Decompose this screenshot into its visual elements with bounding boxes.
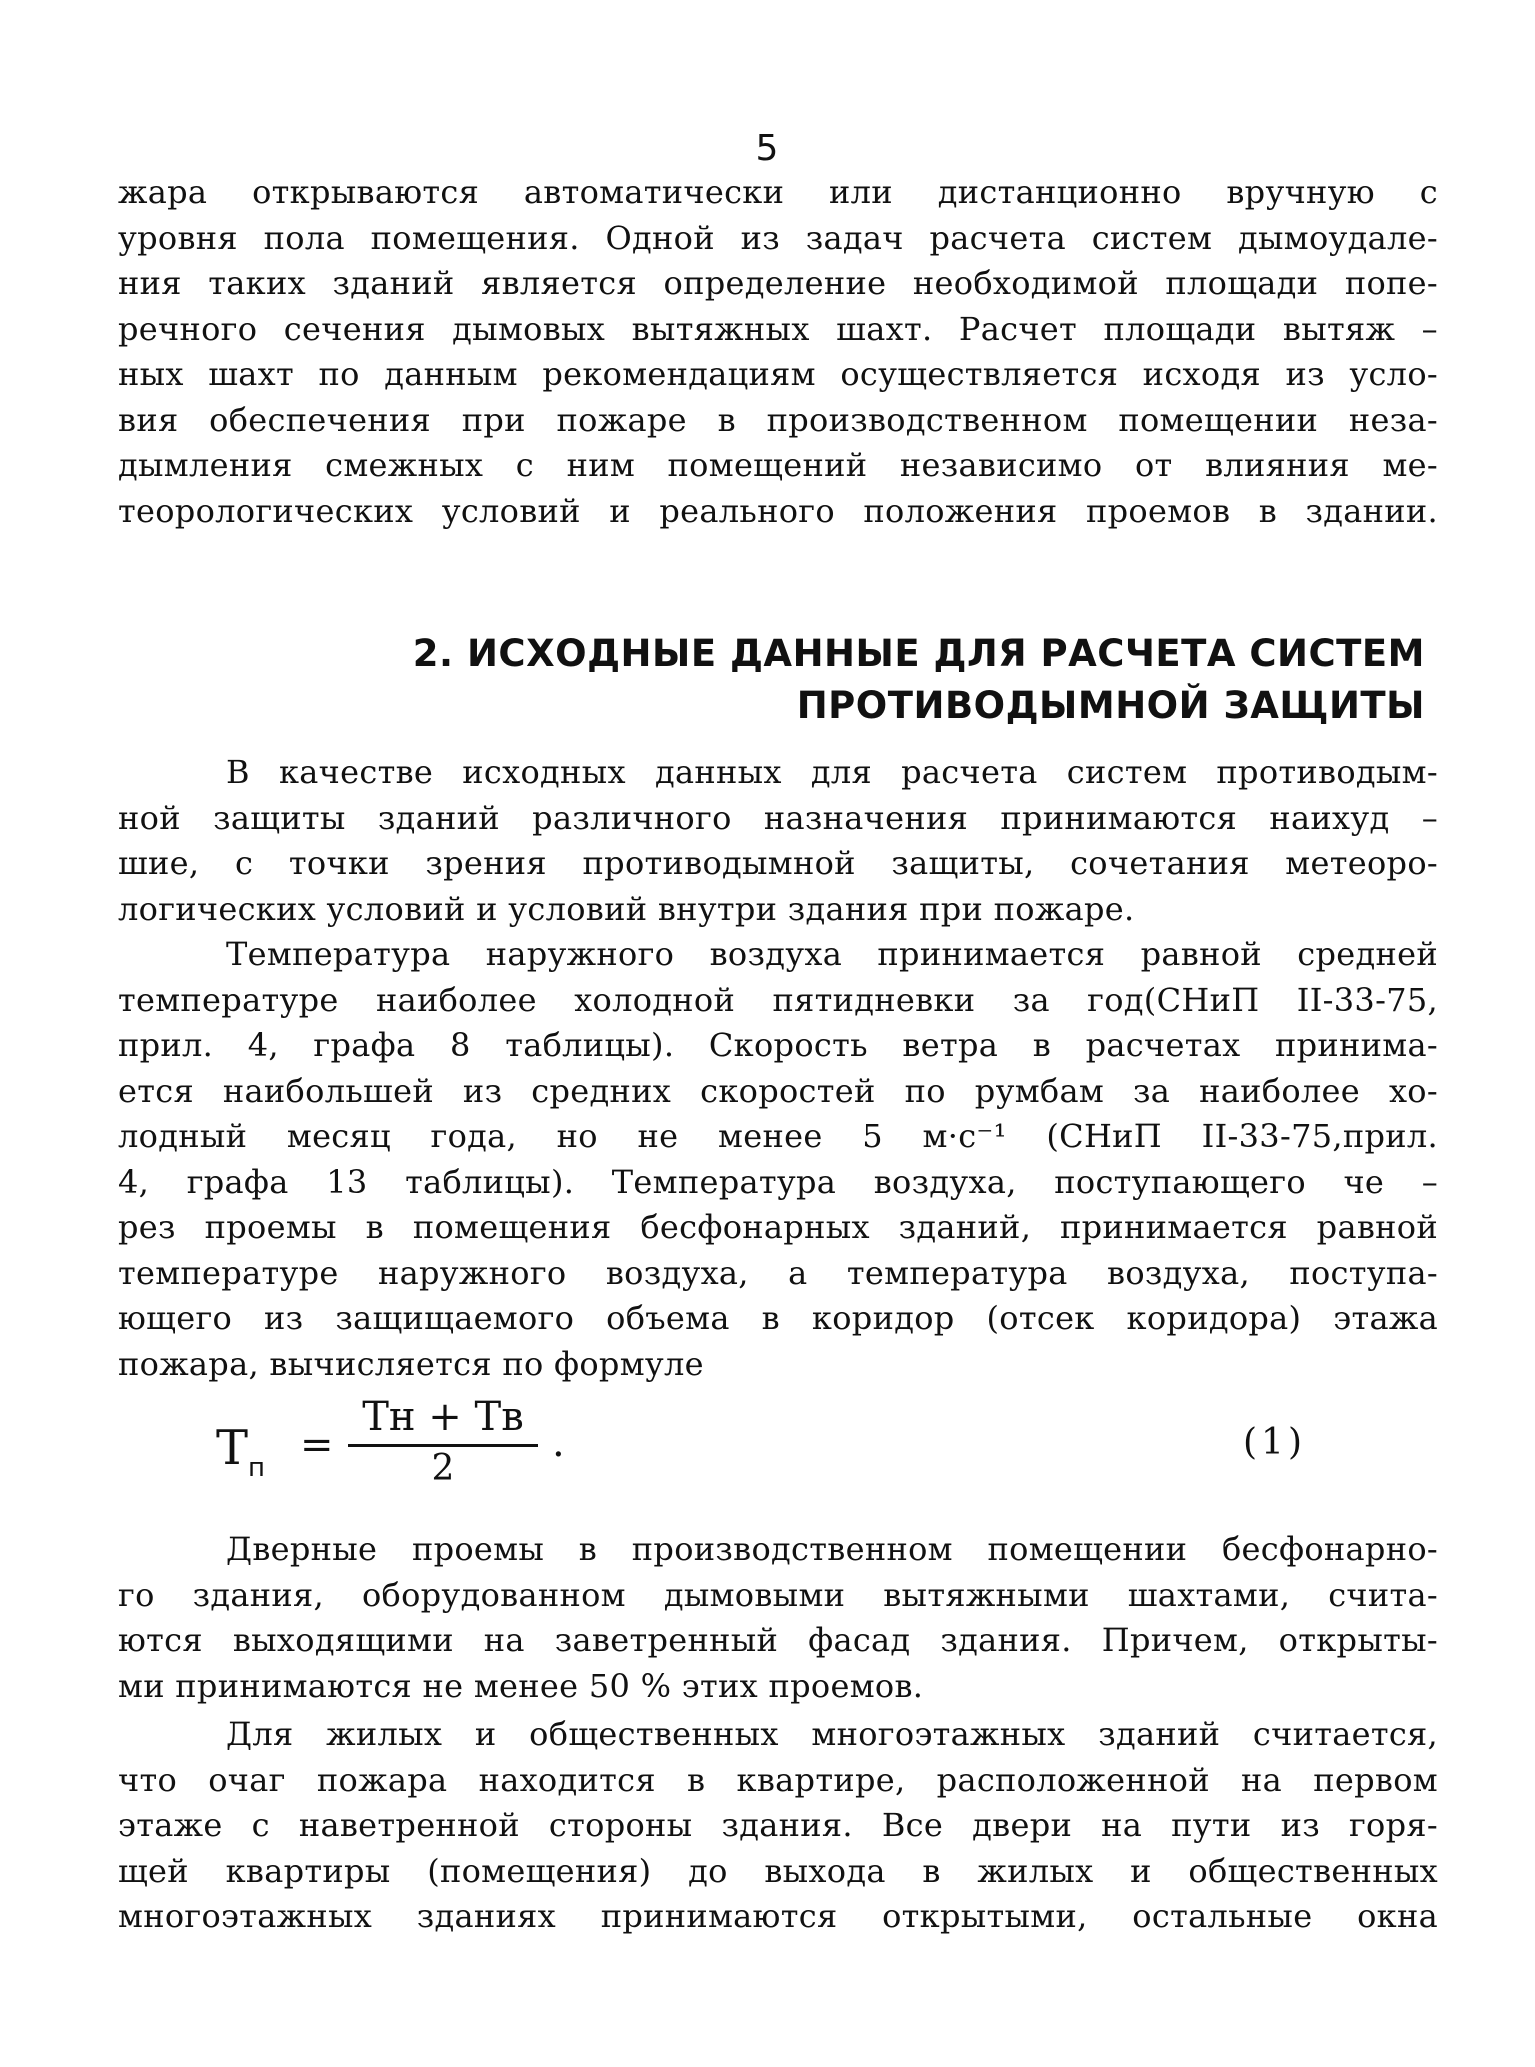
text-line: Температура наружного воздуха принимается равной средней <box>226 935 1438 973</box>
formula-lhs-symbol: T <box>216 1420 249 1476</box>
text-line: речного сечения дымовых вытяжных шахт. Расчет площади вытяж – <box>118 309 1438 348</box>
text-line: ных шахт по данным рекомендациям осуществляется исходя из усло- <box>118 355 1438 393</box>
formula-1 <box>200 1392 1350 1492</box>
text-line: ния таких зданий является определение необходимой площади попе- <box>118 264 1438 302</box>
text-line: уровня пола помещения. Одной из задач расчета систем дымоудале- <box>118 218 1438 257</box>
paragraph-input-data <box>118 750 1438 932</box>
text-line: Дверные проемы в производственном помещении бесфонарно- <box>226 1530 1438 1568</box>
text-line: шие, с точки зрения противодымной защиты, сочетания метеоро- <box>118 844 1438 882</box>
paragraph-intro <box>118 170 1438 534</box>
text-line: температуре наиболее холодной пятидневки за год(СНиП II-33-75, <box>118 980 1438 1019</box>
text-line: ются выходящими на заветренный фасад здания. Причем, открыты- <box>118 1621 1438 1659</box>
text-line: щей квартиры (помещения) до выхода в жилых и общественных <box>118 1851 1438 1890</box>
formula-trailing-dot: . <box>552 1420 565 1466</box>
text-line: многоэтажных зданиях принимаются открытыми, остальные окна <box>118 1897 1438 1935</box>
text-line: логических условий и условий внутри здания при пожаре. <box>118 889 1135 928</box>
text-line: прил. 4, графа 8 таблицы). Скорость ветра в расчетах принима- <box>118 1026 1438 1064</box>
formula-fraction <box>348 1392 538 1489</box>
text-line: го здания, оборудованном дымовыми вытяжными шахтами, счита- <box>118 1575 1438 1614</box>
text-line: ми принимаются не менее 50 % этих проемов. <box>118 1666 924 1705</box>
text-line: ется наибольшей из средних скоростей по румбам за наиболее хо- <box>118 1071 1438 1110</box>
formula-lhs <box>216 1420 266 1483</box>
formula-numerator: Tн + Tв <box>362 1394 524 1440</box>
formula-denominator: 2 <box>431 1448 455 1489</box>
text-line: ющего из защищаемого объема в коридор (отсек коридора) этажа <box>118 1299 1438 1337</box>
section-heading-line1: 2. ИСХОДНЫЕ ДАННЫЕ ДЛЯ РАСЧЕТА СИСТЕМ <box>412 632 1425 675</box>
text-line: В качестве исходных данных для расчета систем противодым- <box>226 753 1438 791</box>
text-line: что очаг пожара находится в квартире, расположенной на первом <box>118 1760 1438 1799</box>
text-line: жара открываются автоматически или дистанционно вручную с <box>118 173 1438 211</box>
formula-equals: = <box>300 1422 334 1468</box>
text-line: дымления смежных с ним помещений независимо от влияния ме- <box>118 446 1438 484</box>
paragraph-residential <box>118 1712 1438 1940</box>
text-line: вия обеспечения при пожаре в производственном помещении неза- <box>118 400 1438 439</box>
section-heading <box>413 628 1425 732</box>
text-line: пожара, вычисляется по формуле <box>118 1344 704 1383</box>
text-line: лодный месяц года, но не менее 5 м·с⁻¹ (СНиП II-33-75,прил. <box>118 1117 1438 1155</box>
paragraph-doorways <box>118 1527 1438 1709</box>
text-line: рез проемы в помещения бесфонарных зданий, принимается равной <box>118 1208 1438 1246</box>
text-line: 4, графа 13 таблицы). Температура воздуха, поступающего че – <box>118 1162 1438 1201</box>
text-line: ной защиты зданий различного назначения принимаются наихуд – <box>118 798 1438 837</box>
text-line: Для жилых и общественных многоэтажных зданий считается, <box>226 1715 1438 1753</box>
text-line: этаже с наветренной стороны здания. Все двери на пути из горя- <box>118 1806 1438 1844</box>
text-line: температуре наружного воздуха, а температура воздуха, поступа- <box>118 1253 1438 1292</box>
formula-fraction-bar <box>348 1444 538 1447</box>
paragraph-temperature <box>118 932 1438 1387</box>
text-line: теорологических условий и реального положения проемов в здании. <box>118 491 1438 530</box>
page-number: 5 <box>755 128 780 169</box>
formula-lhs-subscript: п <box>248 1453 266 1483</box>
section-heading-line2: ПРОТИВОДЫМНОЙ ЗАЩИТЫ <box>796 684 1425 727</box>
formula-number: (1) <box>1243 1422 1306 1463</box>
